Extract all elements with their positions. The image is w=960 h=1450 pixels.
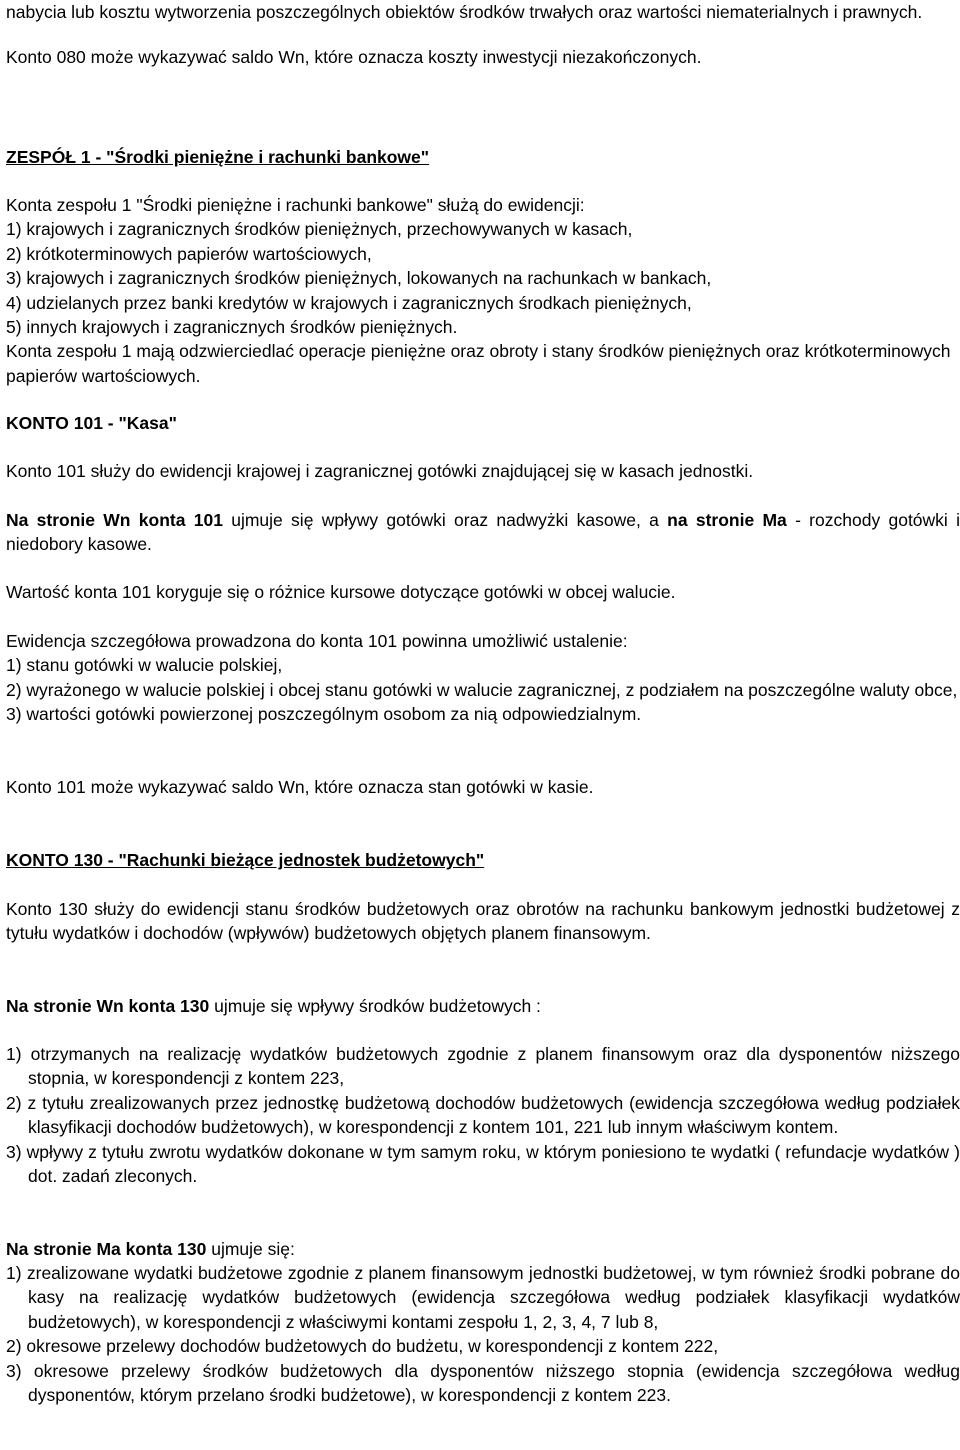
list-item: 1) stanu gotówki w walucie polskiej, (6, 655, 283, 676)
list-item: 2) okresowe przelewy dochodów budżetowych do budżetu, w korespondencji z kontem 222, (6, 1336, 719, 1357)
konto-130-wn-list (6, 1042, 960, 1188)
ma-label: Na stronie Ma konta 130 (6, 1239, 207, 1259)
wn-label: Na stronie Wn konta 101 (6, 510, 223, 530)
list-item: 2) krótkoterminowych papierów wartościowych, (6, 243, 372, 264)
konto-101-korekta: Wartość konta 101 koryguje się o różnice kursowe dotyczące gotówki w obcej walucie. (6, 582, 676, 602)
zespol-1-lead: Konta zespołu 1 "Środki pieniężne i rachunki bankowe" służą do ewidencji: (6, 195, 585, 215)
wn-label: Na stronie Wn konta 130 (6, 996, 210, 1016)
section-heading-konto-101: KONTO 101 - "Kasa" (6, 413, 177, 433)
list-item: 3) krajowych i zagranicznych środków pieniężnych, lokowanych na rachunkach w bankach, (6, 268, 712, 289)
intro-paragraph: nabycia lub kosztu wytworzenia poszczególnych obiektów środków trwałych oraz wartości niematerialnych i prawnych. (6, 2, 923, 22)
konto-130-ma-lead: Na stronie Ma konta 130 ujmuje się: (6, 1239, 295, 1259)
list-item: 2) wyrażonego w walucie polskiej i obcej stanu gotówki w walucie zagranicznej, z podziałem na poszczególne waluty obce, (6, 679, 958, 700)
konto-101-saldo: Konto 101 może wykazywać saldo Wn, które oznacza stan gotówki w kasie. (6, 777, 594, 797)
section-heading-konto-130: KONTO 130 - "Rachunki bieżące jednostek budżetowych" (6, 850, 485, 870)
zespol-1-closing: Konta zespołu 1 mają odzwierciedlać operacje pieniężne oraz obroty i stany środków pieniężnych oraz krótkoterminowych papierów wartościowych. (6, 341, 951, 386)
list-item: 2) z tytułu zrealizowanych przez jednostkę budżetową dochodów budżetowych (ewidencja szczegółowa według podziałek klasyfikacji dochodów budżetowych), w korespondencji z kontem 101, 221 lub innym właściwym kontem. (6, 1092, 960, 1138)
konto-130-wn-lead: Na stronie Wn konta 130 ujmuje się wpływy środków budżetowych : (6, 996, 541, 1016)
section-heading-zespol-1: ZESPÓŁ 1 - "Środki pieniężne i rachunki bankowe" (6, 147, 430, 167)
intro-saldo-paragraph: Konto 080 może wykazywać saldo Wn, które oznacza koszty inwestycji niezakończonych. (6, 47, 702, 67)
zespol-1-list (6, 193, 960, 388)
list-item: 3) wartości gotówki powierzonej poszczególnym osobom za nią odpowiedzialnym. (6, 704, 642, 725)
konto-101-ewidencja (6, 629, 960, 727)
ma-label: na stronie Ma (667, 510, 787, 530)
konto-130-purpose: Konto 130 służy do ewidencji stanu środków budżetowych oraz obrotów na rachunku bankowym jednostki budżetowej z tytułu wydatków i dochodów (wpływów) budżetowych objętych planem finansowym. (6, 899, 960, 944)
ewidencja-lead: Ewidencja szczegółowa prowadzona do konta 101 powinna umożliwić ustalenie: (6, 631, 628, 651)
list-item: 3) okresowe przelewy środków budżetowych dla dysponentów niższego stopnia (ewidencja szczegółowa według dysponentów, którym przelano środki budżetowe), w korespondencji z kontem 223. (6, 1360, 960, 1406)
list-item: 3) wpływy z tytułu zwrotu wydatków dokonane w tym samym roku, w którym poniesiono te wydatki ( refundacje wydatków ) dot. zadań zleconych. (6, 1141, 960, 1187)
konto-130-ma-list (6, 1261, 960, 1407)
list-item: 1) otrzymanych na realizację wydatków budżetowych zgodnie z planem finansowym oraz dla dysponentów niższego stopnia, w korespondencji z kontem 223, (6, 1044, 960, 1089)
list-item: 4) udzielanych przez banki kredytów w krajowych i zagranicznych środkach pieniężnych, (6, 292, 692, 313)
konto-101-purpose: Konto 101 służy do ewidencji krajowej i zagranicznej gotówki znajdującej się w kasach jednostki. (6, 461, 754, 481)
konto-101-wn-ma: Na stronie Wn konta 101 ujmuje się wpływy gotówki oraz nadwyżki kasowe, a na stronie Ma - rozchody gotówki i niedobory kasowe. (6, 510, 960, 555)
list-item: 1) krajowych i zagranicznych środków pieniężnych, przechowywanych w kasach, (6, 219, 633, 240)
list-item: 1) zrealizowane wydatki budżetowe zgodnie z planem finansowym jednostki budżetowej, w tym również środki pobrane do kasy na realizację wydatków budżetowych (ewidencja szczegółowa według podziałek klasyfikacji wydatków budżetowych), w korespondencji z właściwymi kontami zespołu 1, 2, 3, 4, 7 lub 8, (6, 1263, 960, 1332)
list-item: 5) innych krajowych i zagranicznych środków pieniężnych. (6, 317, 458, 338)
